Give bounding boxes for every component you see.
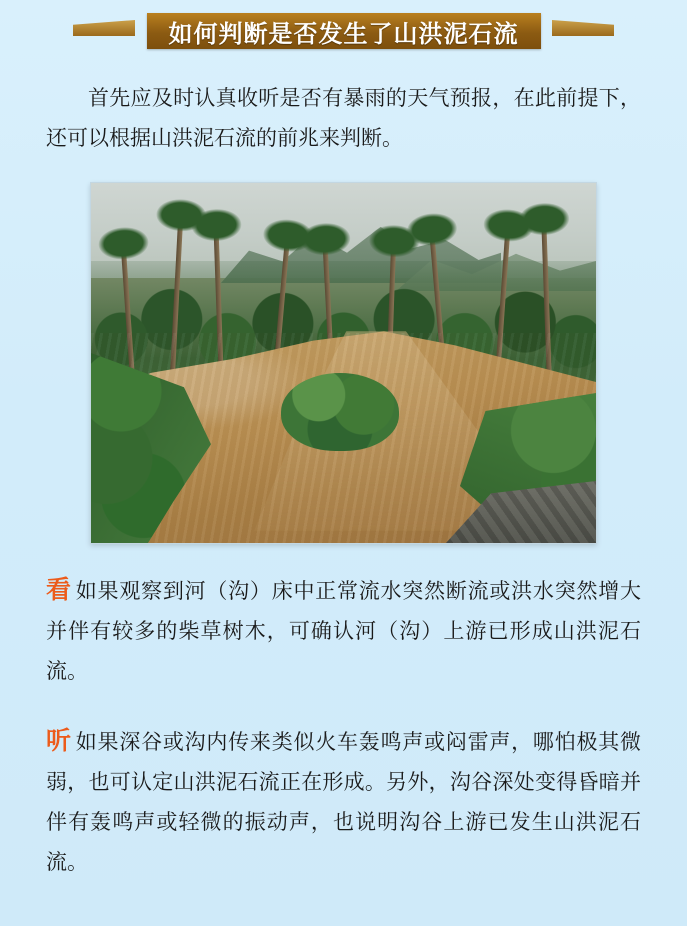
title-ribbon: [147, 13, 541, 49]
section-text-listen: 如果深谷或沟内传来类似火车轰鸣声或闷雷声，哪怕极其微弱，也可认定山洪泥石流正在形成。另外，沟谷深处变得昏暗并伴有轰鸣声或轻微的振动声，也说明沟谷上游已发生山洪泥石流。: [46, 730, 641, 874]
section-listen: [46, 721, 641, 882]
ribbon-tail-right: [552, 20, 614, 36]
section-look: [46, 570, 641, 691]
section-text-look: 如果观察到河（沟）床中正常流水突然断流或洪水突然增大并伴有较多的柴草树木，可确认河（沟）上游已形成山洪泥石流。: [46, 579, 641, 683]
page-title: 如何判断是否发生了山洪泥石流: [168, 19, 519, 48]
disaster-photo: [90, 182, 597, 544]
intro-paragraph: 首先应及时认真收听是否有暴雨的天气预报，在此前提下，还可以根据山洪泥石流的前兆来判断。: [46, 86, 641, 150]
photo-bush-center: [281, 373, 399, 451]
page-header: [0, 0, 687, 62]
photo-canvas: [91, 183, 596, 543]
ribbon-tail-left: [73, 20, 135, 36]
section-keyword-look: 看: [46, 575, 72, 604]
section-keyword-listen: 听: [46, 726, 72, 755]
